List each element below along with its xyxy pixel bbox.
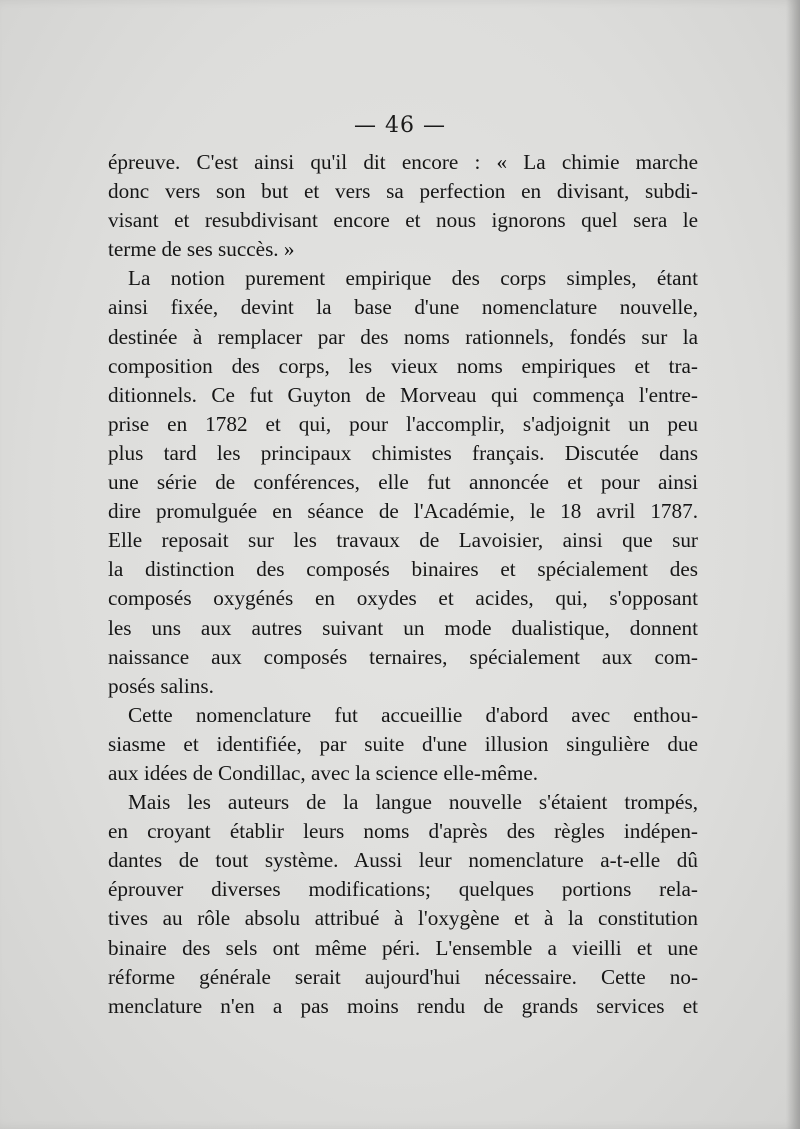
text-line: les uns aux autres suivant un mode dualistique, donnent bbox=[108, 615, 698, 640]
text-line: aux idées de Condillac, avec la science elle-même. bbox=[108, 760, 539, 785]
text-line: Cette nomenclature fut accueillie d'abord avec enthou- bbox=[128, 702, 698, 727]
text-line: dire promulguée en séance de l'Académie, le 18 avril 1787. bbox=[108, 499, 698, 524]
text-line: siasme et identifiée, par suite d'une illusion singulière due bbox=[108, 731, 698, 756]
text-line: ainsi fixée, devint la base d'une nomenclature nouvelle, bbox=[108, 295, 698, 320]
text-line: binaire des sels ont même péri. L'ensemble a vieilli et une bbox=[108, 935, 698, 960]
text-line: réforme générale serait aujourd'hui nécessaire. Cette no- bbox=[108, 964, 698, 989]
body-text bbox=[108, 148, 698, 1021]
text-line: composition des corps, les vieux noms empiriques et tra- bbox=[108, 353, 698, 378]
text-line: en croyant établir leurs noms d'après des règles indépen- bbox=[108, 819, 698, 844]
text-line: tives au rôle absolu attribué à l'oxygène et à la constitution bbox=[108, 906, 698, 931]
text-line: plus tard les principaux chimistes français. Discutée dans bbox=[108, 440, 698, 465]
text-line: La notion purement empirique des corps simples, étant bbox=[128, 266, 698, 291]
text-line: éprouver diverses modifications; quelques portions rela- bbox=[108, 877, 698, 902]
page-number: — 46 — bbox=[354, 113, 446, 138]
text-line: Elle reposait sur les travaux de Lavoisier, ainsi que sur bbox=[108, 528, 698, 553]
text-line: une série de conférences, elle fut annoncée et pour ainsi bbox=[108, 470, 698, 495]
text-line: Mais les auteurs de la langue nouvelle s'étaient trompés, bbox=[128, 790, 698, 815]
text-line: menclature n'en a pas moins rendu de grands services et bbox=[108, 993, 698, 1018]
text-line: prise en 1782 et qui, pour l'accomplir, s'adjoignit un peu bbox=[108, 411, 698, 436]
text-line: épreuve. C'est ainsi qu'il dit encore : « La chimie marche bbox=[108, 150, 698, 174]
text-line: ditionnels. Ce fut Guyton de Morveau qui commença l'entre- bbox=[108, 382, 698, 407]
page-edge-shadow bbox=[786, 0, 800, 1129]
text-line: destinée à remplacer par des noms rationnels, fondés sur la bbox=[108, 324, 698, 349]
text-line: composés oxygénés en oxydes et acides, qui, s'opposant bbox=[108, 586, 698, 611]
text-line: terme de ses succès. » bbox=[108, 237, 295, 262]
text-line: la distinction des composés binaires et spécialement des bbox=[108, 557, 698, 582]
text-line: dantes de tout système. Aussi leur nomenclature a-t-elle dû bbox=[108, 848, 698, 873]
text-line: posés salins. bbox=[108, 673, 214, 698]
text-line: naissance aux composés ternaires, spécialement aux com- bbox=[108, 644, 698, 669]
text-line: donc vers son but et vers sa perfection en divisant, subdi- bbox=[108, 179, 698, 204]
text-line: visant et resubdivisant encore et nous ignorons quel sera le bbox=[108, 208, 698, 233]
